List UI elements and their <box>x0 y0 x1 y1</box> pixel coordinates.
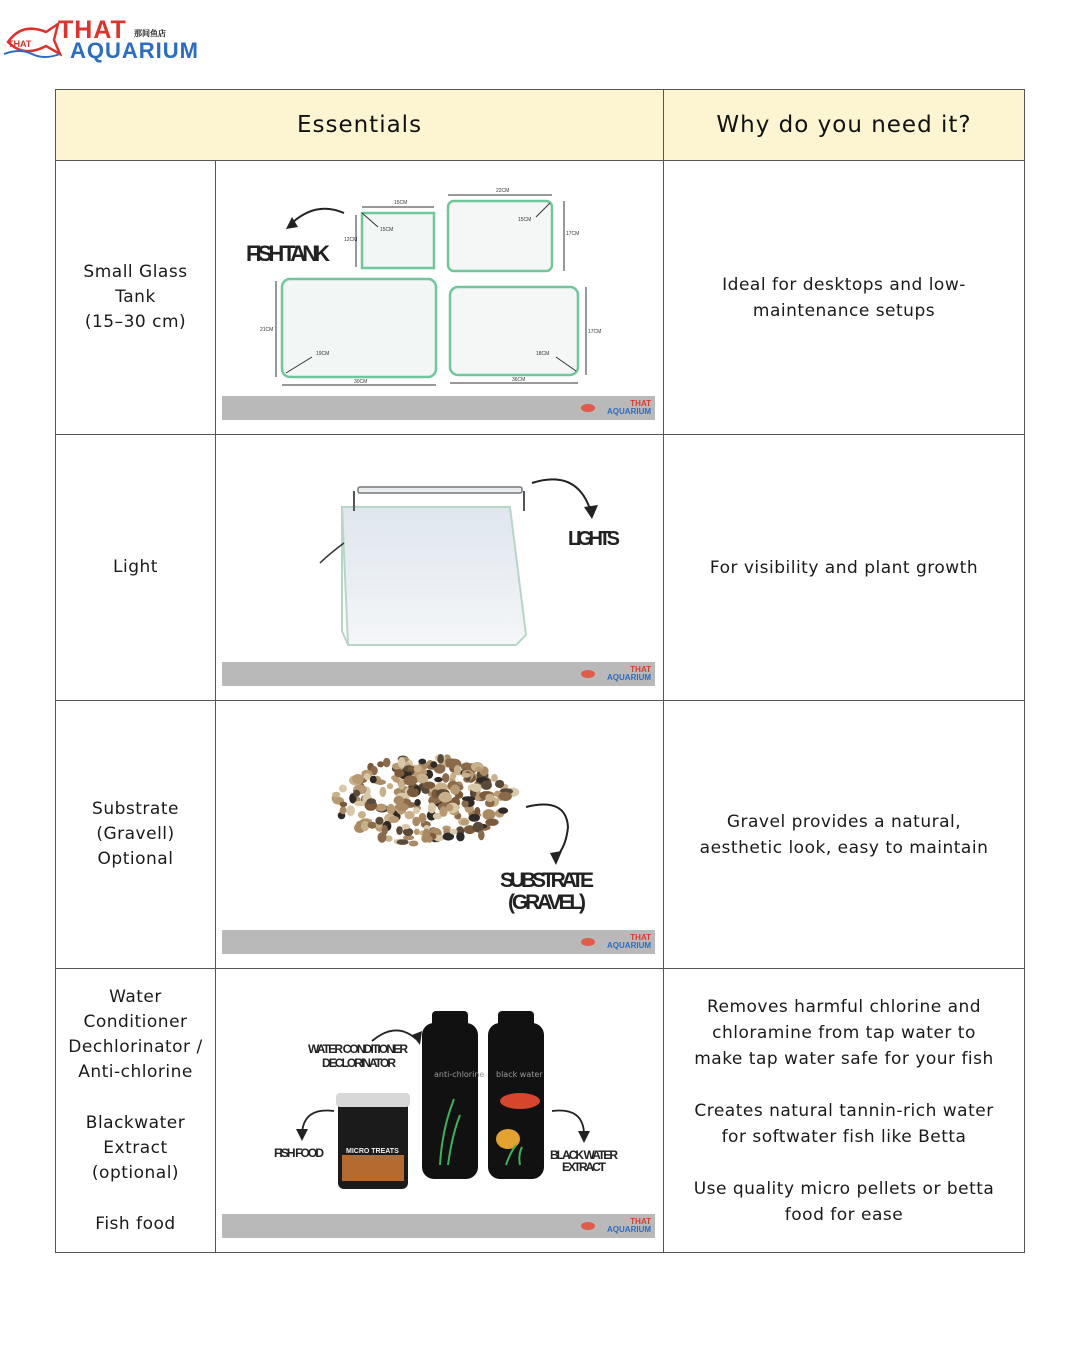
mini-logo-that: THAT <box>630 399 652 408</box>
name-line: Water <box>109 986 162 1007</box>
pebble <box>475 767 482 772</box>
name-line: Optional <box>97 849 174 869</box>
pebble <box>340 806 347 814</box>
pebble <box>491 774 498 782</box>
why-line: Use quality micro pellets or betta <box>693 1178 995 1199</box>
pebble <box>450 773 456 780</box>
dim-label: 22CM <box>496 188 510 194</box>
pebble <box>340 802 348 807</box>
why-line: aesthetic look, easy to maintain <box>699 837 989 858</box>
svg-text:THAT: THAT <box>8 39 32 49</box>
name-line: Conditioner <box>83 1011 188 1032</box>
why-line: Removes harmful chlorine and <box>706 996 982 1017</box>
pebble <box>414 799 420 806</box>
mini-logo <box>607 400 651 416</box>
pebble <box>378 832 387 843</box>
fish-tank-image <box>216 161 662 433</box>
name-line: (Gravell) <box>96 824 175 844</box>
mini-logo-aquarium: AQUARIUM <box>607 1225 652 1234</box>
food-label: FISH FOOD <box>274 1146 324 1160</box>
image-caption-bar <box>222 1214 655 1238</box>
brand-that: THAT <box>58 16 127 44</box>
fish-tank-label: FISH TANK <box>246 241 330 266</box>
pebble <box>461 819 469 825</box>
brand-cjk: 那间鱼店 <box>134 29 166 38</box>
pebble <box>405 811 415 819</box>
pebble <box>414 765 422 772</box>
essentials-table <box>55 89 1025 1253</box>
pebble <box>498 807 508 813</box>
image-caption-bar <box>222 396 655 420</box>
table-row <box>56 435 1025 701</box>
pebble <box>413 807 420 814</box>
pebble <box>428 803 436 814</box>
why-line: For visibility and plant growth <box>709 557 979 578</box>
mini-logo-that: THAT <box>630 1217 652 1226</box>
pebble <box>442 773 449 783</box>
pebble <box>450 784 460 794</box>
pebble <box>485 794 494 802</box>
item-name-tank <box>56 161 216 435</box>
why-line: chloramine from tap water to <box>712 1022 976 1043</box>
pebble <box>414 829 420 835</box>
why-line: Ideal for desktops and low- <box>722 274 966 295</box>
pebble <box>426 836 433 843</box>
why-line: Gravel provides a natural, <box>726 811 962 832</box>
name-line: Dechlorinator / <box>68 1036 203 1057</box>
pebble <box>446 804 453 812</box>
name-line: Substrate <box>92 799 179 819</box>
pebble <box>398 757 406 768</box>
brand-aquarium: AQUARIUM <box>70 38 199 63</box>
gravel-pile <box>332 754 520 847</box>
table-row <box>56 161 1025 435</box>
mini-logo <box>607 666 651 682</box>
dim-label: 15CM <box>380 227 394 233</box>
mini-logo-aquarium: AQUARIUM <box>607 673 652 682</box>
pebble <box>413 789 419 797</box>
table-header-row <box>56 90 1025 161</box>
products-image <box>216 969 662 1251</box>
mini-logo-icon <box>581 1222 595 1230</box>
pebble <box>495 780 504 788</box>
pebble <box>456 832 464 841</box>
wc-label-2: DECLORINATOR <box>322 1056 396 1070</box>
pebble <box>346 805 355 816</box>
mini-logo-aquarium: AQUARIUM <box>607 941 652 950</box>
bw-label-2: EXTRACT <box>562 1160 606 1174</box>
pebble <box>397 839 409 845</box>
header-essentials: Essentials <box>56 90 664 161</box>
item-why-conditioner <box>664 969 1025 1253</box>
pebble <box>387 783 393 789</box>
pebble <box>353 790 360 797</box>
pebble <box>439 792 452 803</box>
item-why-substrate <box>664 701 1025 969</box>
pebble <box>403 828 413 836</box>
item-why-tank <box>664 161 1025 435</box>
pebble <box>368 822 377 829</box>
table-row <box>56 701 1025 969</box>
dim-label: 15CM <box>394 200 408 206</box>
mini-logo <box>607 934 651 950</box>
pebble <box>389 816 400 823</box>
dim-label: 18CM <box>536 351 550 357</box>
mini-logo <box>607 1218 651 1234</box>
name-line: Anti-chlorine <box>78 1061 193 1082</box>
dim-label: 12CM <box>344 237 358 243</box>
pebble <box>499 792 512 801</box>
bottle-2-label: black water <box>496 1070 543 1079</box>
item-name-conditioner <box>56 969 216 1253</box>
name-line: (15–30 cm) <box>84 312 187 332</box>
mini-logo-that: THAT <box>630 665 652 674</box>
pebble <box>404 775 418 785</box>
name-line: Light <box>113 557 158 577</box>
image-caption-bar <box>222 662 655 686</box>
fish-logo-icon <box>2 14 62 64</box>
pebble <box>377 761 384 767</box>
wc-label-1: WATER CONDITIONER <box>308 1042 408 1056</box>
dim-label: 21CM <box>260 327 274 333</box>
mini-logo-icon <box>581 670 595 678</box>
why-line: food for ease <box>784 1204 904 1225</box>
item-why-light <box>664 435 1025 701</box>
pebble <box>481 780 492 790</box>
pebble <box>485 819 498 826</box>
pebble <box>478 830 485 840</box>
pebble <box>364 773 371 780</box>
pebble <box>470 784 482 792</box>
name-line: Blackwater <box>85 1112 186 1133</box>
mini-logo-that: THAT <box>630 933 652 942</box>
pebble <box>370 776 377 784</box>
pebble <box>469 814 480 822</box>
pebble <box>418 759 426 765</box>
name-line: Extract <box>103 1137 168 1158</box>
lights-label: LIGHTS <box>568 528 620 550</box>
name-line: Small Glass <box>83 262 188 282</box>
bw-label-1: BLACK WATER <box>550 1148 618 1162</box>
pebble <box>430 761 437 768</box>
dim-label: 30CM <box>354 379 368 385</box>
dim-label: 17CM <box>566 231 580 237</box>
pebble <box>367 798 376 804</box>
mini-logo-icon <box>581 938 595 946</box>
pebble <box>383 758 390 768</box>
pebble <box>445 759 451 768</box>
bottle-1-label: anti-chlorine <box>434 1070 485 1079</box>
pebble <box>437 754 444 764</box>
pebble <box>419 813 427 823</box>
image-caption-bar <box>222 930 655 954</box>
item-name-light <box>56 435 216 701</box>
light-image-cell <box>216 435 664 701</box>
dim-label: 36CM <box>512 377 526 383</box>
pebble <box>483 809 496 820</box>
tank-image-cell <box>216 161 664 435</box>
pebble <box>376 804 387 812</box>
name-line: (optional) <box>91 1162 180 1183</box>
pebble <box>395 803 409 811</box>
pebble <box>450 829 458 835</box>
substrate-image-cell <box>216 701 664 969</box>
item-name-substrate <box>56 701 216 969</box>
pebble <box>409 841 419 847</box>
gravel-image <box>216 701 662 967</box>
pebble <box>380 787 387 797</box>
jar-label: MICRO TREATS <box>346 1148 399 1155</box>
pebble <box>339 785 347 793</box>
pebble <box>402 824 410 829</box>
dim-label: 17CM <box>588 329 602 335</box>
pebble <box>462 773 471 778</box>
dim-label: 15CM <box>518 217 532 223</box>
name-line: Fish food <box>95 1213 176 1234</box>
mini-logo-icon <box>581 404 595 412</box>
why-line: for softwater fish like Betta <box>721 1126 967 1147</box>
pebble <box>387 804 395 815</box>
pebble <box>462 796 475 801</box>
why-line: maintenance setups <box>752 300 936 321</box>
pebble <box>423 782 435 789</box>
pebble <box>434 777 442 782</box>
mini-logo-aquarium: AQUARIUM <box>607 407 652 416</box>
header-why: Why do you need it? <box>664 90 1025 161</box>
name-line: Tank <box>115 287 156 307</box>
pebble <box>473 826 482 831</box>
pebble <box>358 811 366 819</box>
gravel-label: (GRAVEL) <box>508 891 586 914</box>
conditioner-image-cell <box>216 969 664 1253</box>
pebble <box>375 817 383 825</box>
pebble <box>394 769 404 777</box>
dim-label: 19CM <box>316 351 330 357</box>
table-row <box>56 969 1025 1253</box>
why-line: make tap water safe for your fish <box>694 1048 994 1069</box>
substrate-label: SUBSTRATE <box>500 869 594 892</box>
lights-image <box>216 435 662 699</box>
brand-logo <box>2 14 199 70</box>
pebble <box>332 792 340 798</box>
why-line: Creates natural tannin-rich water <box>694 1100 994 1121</box>
